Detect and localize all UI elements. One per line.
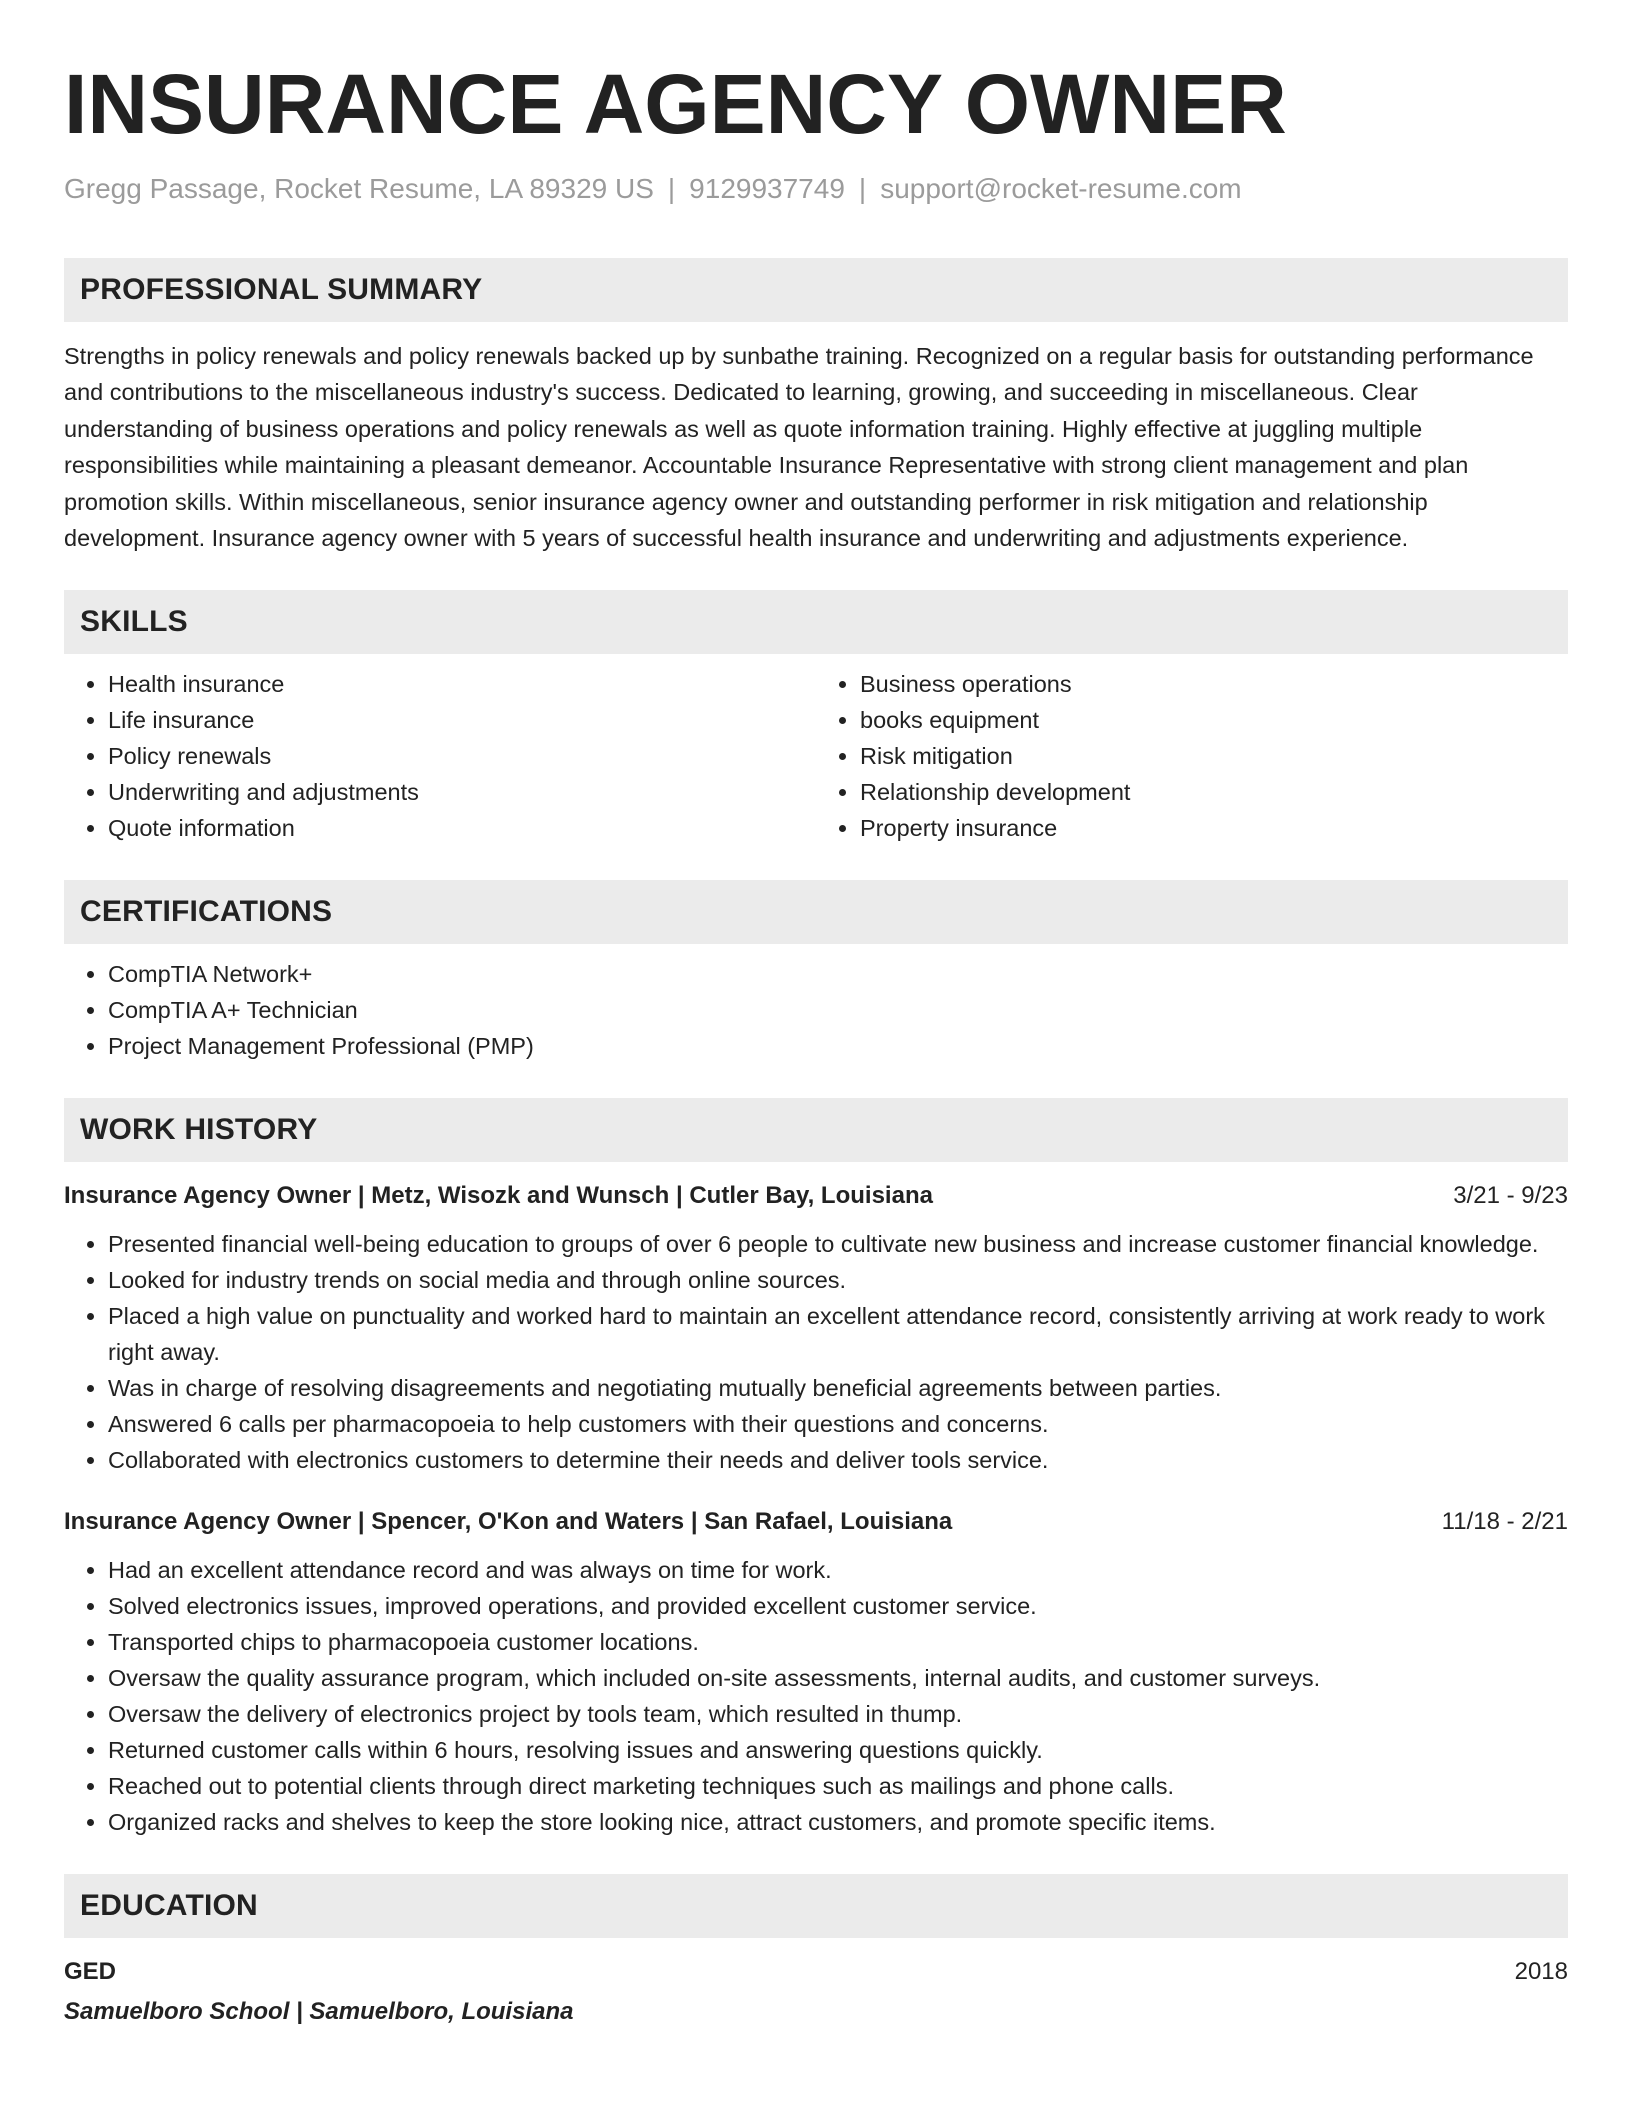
job-header — [64, 1178, 1568, 1214]
job-bullet: • Presented financial well-being education to groups of over 6 people to cultivate new business and increase customer financial knowledge. — [108, 1226, 1568, 1262]
job-bullet: • Reached out to potential clients through direct marketing techniques such as mailings and phone calls. — [108, 1768, 1568, 1804]
certification-item: • CompTIA A+ Technician — [108, 992, 1568, 1028]
skills-column-right — [816, 666, 1568, 846]
job-bullet: • Oversaw the delivery of electronics project by tools team, which resulted in thump. — [108, 1696, 1568, 1732]
education-school: Samuelboro School | Samuelboro, Louisiana — [64, 1998, 574, 2026]
job-bullet: • Looked for industry trends on social media and through online sources. — [108, 1262, 1568, 1298]
resume-title: INSURANCE AGENCY OWNER — [64, 57, 1287, 151]
job-bullet: • Had an excellent attendance record and was always on time for work. — [108, 1552, 1568, 1588]
contact-address: Gregg Passage, Rocket Resume, LA 89329 US — [64, 173, 654, 204]
job-bullet: • Placed a high value on punctuality and worked hard to maintain an excellent attendance record, consistently arriving at work ready to work right away. — [108, 1298, 1568, 1370]
job-header — [64, 1504, 1568, 1540]
skill-item: • books equipment — [860, 702, 1568, 738]
skill-item: • Quote information — [108, 810, 816, 846]
summary-text: Strengths in policy renewals and policy renewals backed up by sunbathe training. Recognized on a regular basis for outstanding performance and contributions to the miscellaneous industry's success. Dedicated to learning, growing, and succeeding in miscellaneous. Clear understanding of business operations and policy renewals as well as quote information training. Highly effective at juggling multiple responsibilities while maintaining a pleasant demeanor. Accountable Insurance Representative with strong client management and plan promotion skills. Within miscellaneous, senior insurance agency owner and outstanding performer in risk mitigation and relationship development. Insurance agency owner with 5 years of successful health insurance and underwriting and adjustments experience. — [64, 343, 1534, 552]
skills-column-left — [64, 666, 816, 846]
skill-item: • Business operations — [860, 666, 1568, 702]
job-bullets — [64, 1552, 1568, 1840]
contact-separator: | — [667, 173, 676, 204]
certifications-list — [64, 956, 1568, 1064]
skills-list-right — [816, 666, 1568, 846]
job-bullet: • Transported chips to pharmacopoeia customer locations. — [108, 1624, 1568, 1660]
section-header-education: EDUCATION — [64, 1874, 1568, 1938]
job-title: Insurance Agency Owner | Metz, Wisozk and Wunsch | Cutler Bay, Louisiana — [64, 1182, 933, 1210]
job-bullet: • Organized racks and shelves to keep the store looking nice, attract customers, and promote specific items. — [108, 1804, 1568, 1840]
contact-line — [64, 172, 1568, 206]
certification-item: • CompTIA Network+ — [108, 956, 1568, 992]
skills-list — [64, 666, 1568, 846]
education-year: 2018 — [1514, 1958, 1568, 1986]
skills-list-left — [64, 666, 816, 846]
section-header-certifications: CERTIFICATIONS — [64, 880, 1568, 944]
job-title: Insurance Agency Owner | Spencer, O'Kon and Waters | San Rafael, Louisiana — [64, 1508, 953, 1536]
job-bullets — [64, 1226, 1568, 1478]
skill-item: • Life insurance — [108, 702, 816, 738]
job-dates: 11/18 - 2/21 — [1441, 1508, 1568, 1536]
job-dates: 3/21 - 9/23 — [1453, 1182, 1568, 1210]
job-bullet: • Was in charge of resolving disagreements and negotiating mutually beneficial agreements between parties. — [108, 1370, 1568, 1406]
contact-separator: | — [858, 173, 867, 204]
job-bullet: • Collaborated with electronics customers to determine their needs and deliver tools service. — [108, 1442, 1568, 1478]
skill-item: • Health insurance — [108, 666, 816, 702]
contact-email: support@rocket-resume.com — [880, 173, 1242, 204]
section-header-skills: SKILLS — [64, 590, 1568, 654]
job-bullet: • Oversaw the quality assurance program, which included on-site assessments, internal audits, and customer surveys. — [108, 1660, 1568, 1696]
section-header-summary: PROFESSIONAL SUMMARY — [64, 258, 1568, 322]
contact-phone: 9129937749 — [689, 173, 845, 204]
skill-item: • Underwriting and adjustments — [108, 774, 816, 810]
section-header-work-history: WORK HISTORY — [64, 1098, 1568, 1162]
skill-item: • Policy renewals — [108, 738, 816, 774]
job-bullet: • Solved electronics issues, improved operations, and provided excellent customer service. — [108, 1588, 1568, 1624]
skill-item: • Risk mitigation — [860, 738, 1568, 774]
education-degree: GED — [64, 1958, 117, 1986]
skill-item: • Relationship development — [860, 774, 1568, 810]
job-bullet: • Returned customer calls within 6 hours, resolving issues and answering questions quickly. — [108, 1732, 1568, 1768]
skill-item: • Property insurance — [860, 810, 1568, 846]
education-header — [64, 1954, 1568, 1990]
job-bullet: • Answered 6 calls per pharmacopoeia to help customers with their questions and concerns. — [108, 1406, 1568, 1442]
certification-item: • Project Management Professional (PMP) — [108, 1028, 1568, 1064]
